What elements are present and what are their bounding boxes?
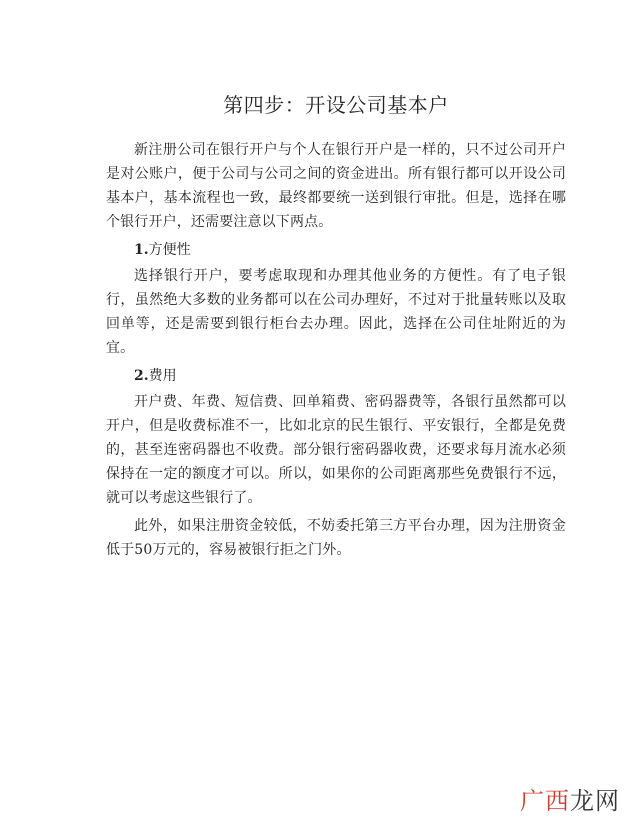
section-heading-1 bbox=[106, 238, 566, 262]
site-watermark bbox=[520, 786, 620, 816]
watermark-part-b: 龙网 bbox=[570, 787, 620, 815]
section-number: 2. bbox=[134, 368, 149, 384]
watermark-part-a: 广西 bbox=[520, 787, 570, 815]
section-body-2: 开户费、年费、短信费、回单箱费、密码器费等，各银行虽然都可以开户，但是收费标准不一，比如北京的民生银行、平安银行，全都是免费的，甚至连密码器也不收费。部分银行密码器收费，还要求每月流水必须保持在一定的额度才可以。所以，如果你的公司距离那些免费银行不远，就可以考虑这些银行了。 bbox=[106, 394, 566, 506]
section-body-1: 选择银行开户，要考虑取现和办理其他业务的方便性。有了电子银行，虽然绝大多数的业务都可以在公司办理好，不过对于批量转账以及取回单等，还是需要到银行柜台去办理。因此，选择在公司住址附近的为宜。 bbox=[106, 268, 566, 356]
section-heading-text: 方便性 bbox=[148, 242, 191, 258]
section-number: 1. bbox=[134, 242, 149, 258]
section-heading-2 bbox=[106, 364, 566, 388]
closing-paragraph: 此外，如果注册资金较低，不妨委托第三方平台办理，因为注册资金低于50万元的，容易被银行拒之门外。 bbox=[106, 518, 566, 558]
section-heading-text: 费用 bbox=[148, 368, 177, 384]
document-page bbox=[106, 92, 566, 566]
intro-paragraph: 新注册公司在银行开户与个人在银行开户是一样的，只不过公司开户是对公账户，便于公司与公司之间的资金进出。所有银行都可以开设公司基本户，基本流程也一致，最终都要统一送到银行审批。但是，选择在哪个银行开户，还需要注意以下两点。 bbox=[106, 142, 566, 230]
page-title: 第四步：开设公司基本户 bbox=[223, 93, 449, 117]
